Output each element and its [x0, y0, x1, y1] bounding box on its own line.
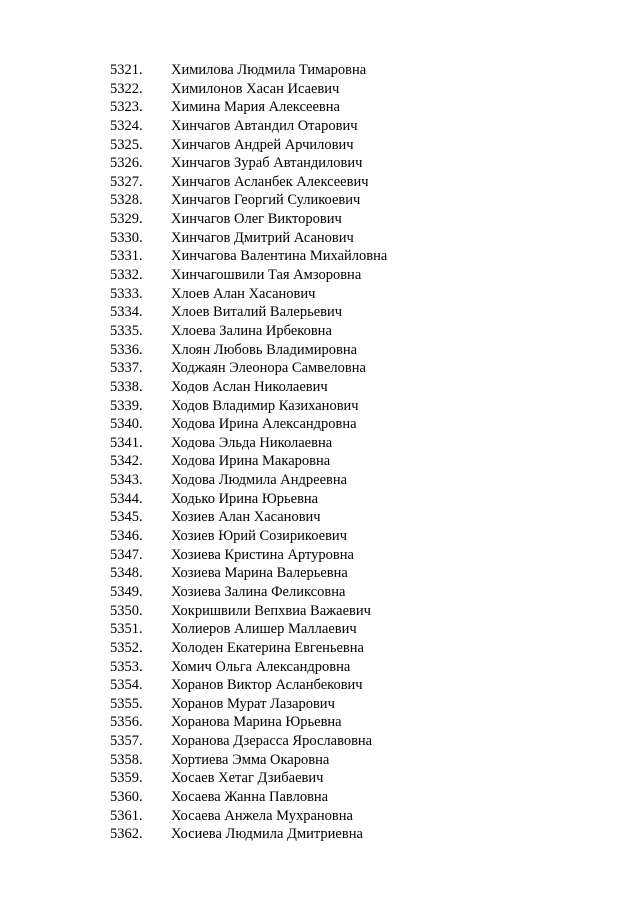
list-item: [110, 751, 387, 770]
entry-name: Хинчагов Асланбек Алексеевич: [171, 173, 369, 190]
entry-name: Хосаева Жанна Павловна: [171, 788, 329, 805]
list-item: [110, 583, 387, 602]
entry-name: Хлоева Залина Ирбековна: [171, 322, 332, 339]
list-item: [110, 676, 387, 695]
list-item: [110, 136, 387, 155]
entry-name: Хозиева Залина Феликсовна: [171, 583, 346, 600]
entry-name: Хокришвили Вепхвиа Важаевич: [171, 602, 371, 619]
list-item: [110, 807, 387, 826]
entry-number: 5353.: [110, 658, 143, 675]
entry-number: 5336.: [110, 341, 143, 358]
entry-name: Хоранов Мурат Лазарович: [171, 695, 335, 712]
entry-number: 5352.: [110, 639, 143, 656]
entry-number: 5333.: [110, 285, 143, 302]
entry-number: 5326.: [110, 155, 143, 172]
entry-number: 5355.: [110, 695, 143, 712]
entry-name: Ходжаян Элеонора Самвеловна: [171, 360, 366, 377]
list-item: [110, 769, 387, 788]
list-item: [110, 322, 387, 341]
entry-number: 5343.: [110, 472, 143, 489]
entry-number: 5340.: [110, 416, 143, 433]
entry-name: Ходов Аслан Николаевич: [171, 378, 328, 395]
entry-name: Хозиев Алан Хасанович: [171, 509, 321, 526]
list-item: [110, 825, 387, 844]
entry-name: Ходова Людмила Андреевна: [171, 472, 348, 489]
entry-number: 5347.: [110, 546, 143, 563]
entry-number: 5350.: [110, 602, 143, 619]
entry-name: Хортиева Эмма Окаровна: [171, 751, 330, 768]
entry-name: Хинчагов Автандил Отарович: [171, 117, 358, 134]
list-item: [110, 415, 387, 434]
entry-number: 5351.: [110, 621, 143, 638]
entry-number: 5324.: [110, 117, 143, 134]
entry-name: Хлоев Алан Хасанович: [171, 285, 316, 302]
entry-number: 5335.: [110, 322, 143, 339]
list-item: [110, 154, 387, 173]
list-item: [110, 191, 387, 210]
entry-number: 5346.: [110, 528, 143, 545]
list-item: [110, 210, 387, 229]
list-item: [110, 508, 387, 527]
entry-number: 5348.: [110, 565, 143, 582]
entry-number: 5362.: [110, 826, 143, 843]
list-item: [110, 452, 387, 471]
entry-number: 5354.: [110, 677, 143, 694]
entry-number: 5321.: [110, 62, 143, 78]
entry-name: Хозиева Марина Валерьевна: [171, 565, 348, 582]
list-item: [110, 285, 387, 304]
entry-name: Хосаев Хетаг Дзибаевич: [171, 770, 324, 787]
list-item: [110, 341, 387, 360]
list-item: [110, 602, 387, 621]
entry-number: 5360.: [110, 788, 143, 805]
list-item: [110, 359, 387, 378]
entry-name: Ходова Ирина Александровна: [171, 416, 357, 433]
list-item: [110, 471, 387, 490]
list-item: [110, 397, 387, 416]
entry-name: Хинчагова Валентина Михайловна: [171, 248, 388, 265]
entry-number: 5329.: [110, 211, 143, 228]
entry-name: Химина Мария Алексеевна: [171, 99, 340, 116]
entry-number: 5342.: [110, 453, 143, 470]
list-item: [110, 303, 387, 322]
entry-name: Хомич Ольга Александровна: [171, 658, 351, 675]
name-list: [110, 61, 387, 844]
entry-name: Химилова Людмила Тимаровна: [171, 62, 367, 78]
entry-number: 5323.: [110, 99, 143, 116]
list-item: [110, 266, 387, 285]
list-item: [110, 620, 387, 639]
entry-name: Хинчагов Георгий Суликоевич: [171, 192, 361, 209]
entry-number: 5322.: [110, 80, 143, 97]
entry-name: Хинчагов Дмитрий Асанович: [171, 229, 354, 246]
entry-name: Хинчагов Андрей Арчилович: [171, 136, 354, 153]
entry-name: Хоранова Марина Юрьевна: [171, 714, 342, 731]
entry-number: 5330.: [110, 229, 143, 246]
entry-number: 5331.: [110, 248, 143, 265]
entry-number: 5357.: [110, 733, 143, 750]
list-item: [110, 639, 387, 658]
entry-number: 5341.: [110, 434, 143, 451]
entry-number: 5332.: [110, 267, 143, 284]
entry-name: Хлоев Виталий Валерьевич: [171, 304, 343, 321]
list-item: [110, 564, 387, 583]
entry-name: Холоден Екатерина Евгеньевна: [171, 639, 364, 656]
entry-number: 5337.: [110, 360, 143, 377]
entry-name: Хосаева Анжела Мухрановна: [171, 807, 353, 824]
entry-number: 5339.: [110, 397, 143, 414]
list-item: [110, 229, 387, 248]
entry-name: Хлоян Любовь Владимировна: [171, 341, 358, 358]
entry-name: Ходько Ирина Юрьевна: [171, 490, 319, 507]
entry-number: 5344.: [110, 490, 143, 507]
list-item: [110, 527, 387, 546]
list-item: [110, 247, 387, 266]
entry-number: 5327.: [110, 173, 143, 190]
entry-number: 5349.: [110, 583, 143, 600]
list-item: [110, 98, 387, 117]
entry-name: Ходов Владимир Казиханович: [171, 397, 359, 414]
entry-number: 5359.: [110, 770, 143, 787]
entry-name: Хинчагов Олег Викторович: [171, 211, 342, 228]
entry-number: 5338.: [110, 378, 143, 395]
entry-name: Ходова Эльда Николаевна: [171, 434, 333, 451]
entry-number: 5361.: [110, 807, 143, 824]
list-item: [110, 732, 387, 751]
list-item: [110, 80, 387, 99]
list-item: [110, 61, 387, 80]
list-item: [110, 434, 387, 453]
list-item: [110, 788, 387, 807]
entry-name: Ходова Ирина Макаровна: [171, 453, 331, 470]
list-item: [110, 117, 387, 136]
list-item: [110, 546, 387, 565]
entry-name: Холиеров Алишер Маллаевич: [171, 621, 357, 638]
entry-name: Хозиев Юрий Созирикоевич: [171, 528, 347, 545]
entry-name: Хоранов Виктор Асланбекович: [171, 677, 363, 694]
list-item: [110, 490, 387, 509]
entry-name: Хинчагошвили Тая Амзоровна: [171, 267, 362, 284]
entry-number: 5356.: [110, 714, 143, 731]
list-item: [110, 658, 387, 677]
entry-number: 5345.: [110, 509, 143, 526]
list-item: [110, 695, 387, 714]
entry-number: 5328.: [110, 192, 143, 209]
list-item: [110, 378, 387, 397]
list-item: [110, 173, 387, 192]
entry-number: 5334.: [110, 304, 143, 321]
list-item: [110, 713, 387, 732]
entry-name: Хосиева Людмила Дмитриевна: [171, 826, 363, 843]
entry-name: Хозиева Кристина Артуровна: [171, 546, 354, 563]
entry-number: 5325.: [110, 136, 143, 153]
entry-name: Хинчагов Зураб Автандилович: [171, 155, 363, 172]
entry-name: Химилонов Хасан Исаевич: [171, 80, 340, 97]
entry-name: Хоранова Дзерасса Ярославовна: [171, 733, 373, 750]
entry-number: 5358.: [110, 751, 143, 768]
